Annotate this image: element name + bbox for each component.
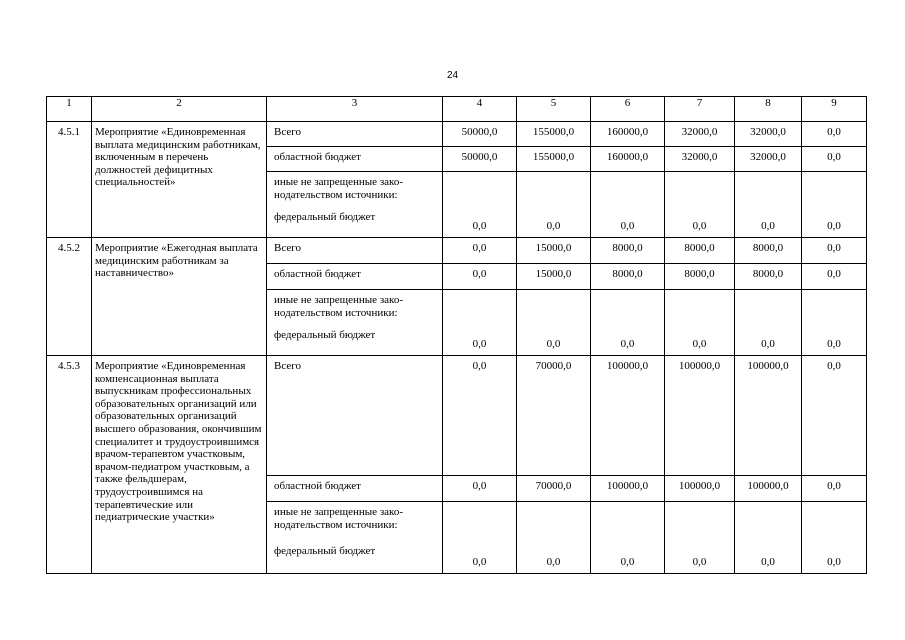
value-cell: 0,0 [802,172,867,238]
value-cell: 0,0 [665,502,735,574]
source-label: иные не запрещенные зако- [274,506,403,518]
value-cell: 15000,0 [517,264,591,290]
value-cell: 70000,0 [517,476,591,502]
value-cell: 15000,0 [517,238,591,264]
value-cell: 100000,0 [735,476,802,502]
column-header: 6 [591,97,665,122]
value-cell: 8000,0 [591,264,665,290]
value-cell: 0,0 [735,290,802,356]
value-cell: 32000,0 [735,147,802,172]
source-label: нодательством источники: [274,518,398,531]
value-cell: 0,0 [802,356,867,476]
value-cell: 0,0 [517,502,591,574]
value-cell: 0,0 [665,290,735,356]
measure-number: 4.5.3 [47,356,92,574]
value-cell: 50000,0 [443,147,517,172]
column-header: 5 [517,97,591,122]
measure-description: Мероприятие «Единовременная компенсационная выплата выпускникам профессиональных образовательных организаций или образовательных организаций высшего образования, окончившим специалитет и трудоустроившимся врачом-терапевтом участковым, врачом-педиатром участковым, а также фельдшерам, трудоустроившимся на терапевтические или педиатрические участки» [92,356,267,574]
value-cell: 0,0 [443,238,517,264]
source-label: областной бюджет [267,476,443,502]
table-row [47,122,867,147]
value-cell: 0,0 [802,476,867,502]
value-cell: 8000,0 [665,264,735,290]
value-cell: 0,0 [443,264,517,290]
budget-table [46,96,867,574]
measure-number: 4.5.1 [47,122,92,238]
column-header: 2 [92,97,267,122]
value-cell: 0,0 [517,172,591,238]
source-label-group [267,502,443,574]
value-cell: 0,0 [591,290,665,356]
column-header-row [47,97,867,122]
value-cell: 8000,0 [665,238,735,264]
value-cell: 0,0 [591,502,665,574]
column-header: 3 [267,97,443,122]
value-cell: 8000,0 [735,264,802,290]
value-cell: 0,0 [443,356,517,476]
table-row [47,238,867,264]
value-cell: 155000,0 [517,122,591,147]
value-cell: 0,0 [802,290,867,356]
value-cell: 70000,0 [517,356,591,476]
value-cell: 0,0 [517,290,591,356]
value-cell: 0,0 [802,264,867,290]
value-cell: 100000,0 [591,476,665,502]
value-cell: 0,0 [443,476,517,502]
value-cell: 8000,0 [591,238,665,264]
source-label-group [267,172,443,238]
value-cell: 0,0 [443,290,517,356]
source-label: нодательством источники: [274,188,398,201]
value-cell: 0,0 [802,238,867,264]
value-cell: 160000,0 [591,122,665,147]
value-cell: 8000,0 [735,238,802,264]
measure-description: Мероприятие «Ежегодная выплата медицинским работникам за наставничество» [92,238,267,356]
value-cell: 0,0 [665,172,735,238]
measure-description: Мероприятие «Единовременная выплата медицинским работникам, включенным в перечень должностей дефицитных специальностей» [92,122,267,238]
source-label: иные не запрещенные зако- [274,176,403,188]
value-cell: 32000,0 [665,122,735,147]
value-cell: 50000,0 [443,122,517,147]
value-cell: 100000,0 [735,356,802,476]
value-cell: 0,0 [802,502,867,574]
column-header: 9 [802,97,867,122]
source-label: Всего [267,356,443,476]
value-cell: 0,0 [735,172,802,238]
source-label: Всего [267,122,443,147]
value-cell: 155000,0 [517,147,591,172]
measure-number: 4.5.2 [47,238,92,356]
source-label: областной бюджет [267,147,443,172]
column-header: 4 [443,97,517,122]
value-cell: 0,0 [735,502,802,574]
value-cell: 32000,0 [735,122,802,147]
table-row [47,356,867,476]
column-header: 7 [665,97,735,122]
value-cell: 0,0 [443,172,517,238]
value-cell: 0,0 [443,502,517,574]
value-cell: 100000,0 [665,476,735,502]
value-cell: 0,0 [802,122,867,147]
column-header: 8 [735,97,802,122]
source-label: областной бюджет [267,264,443,290]
value-cell: 32000,0 [665,147,735,172]
source-label: иные не запрещенные зако- [274,294,403,306]
value-cell: 0,0 [591,172,665,238]
source-label-group [267,290,443,356]
source-label: федеральный бюджет [274,211,376,224]
column-header: 1 [47,97,92,122]
source-label: Всего [267,238,443,264]
source-label: федеральный бюджет [274,329,376,342]
value-cell: 100000,0 [665,356,735,476]
value-cell: 160000,0 [591,147,665,172]
value-cell: 0,0 [802,147,867,172]
value-cell: 100000,0 [591,356,665,476]
page-number: 24 [446,70,459,81]
source-label: нодательством источники: [274,306,398,319]
source-label: федеральный бюджет [274,545,376,558]
